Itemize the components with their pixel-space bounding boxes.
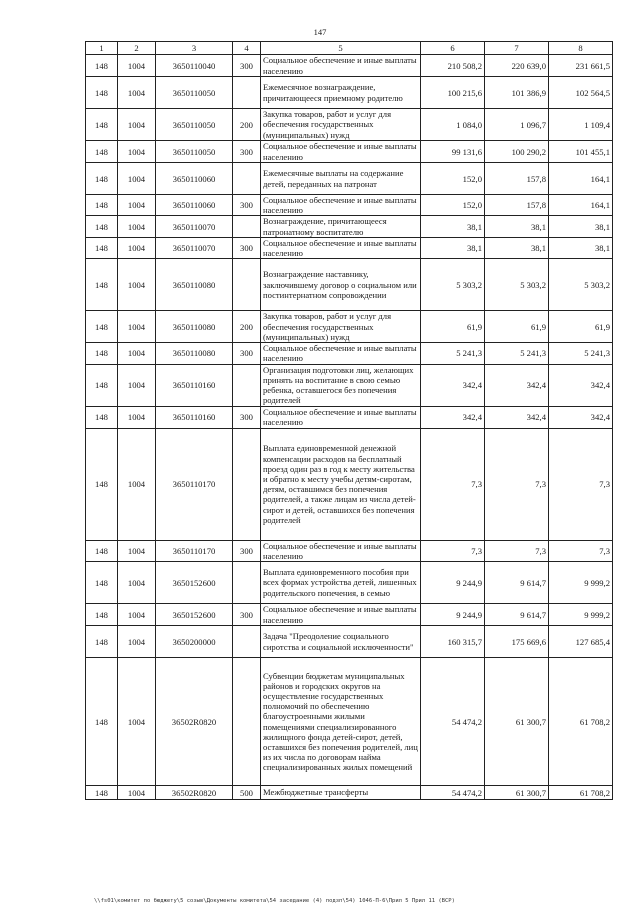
section-code-cell: 1004 (118, 216, 156, 237)
section-code-cell: 1004 (118, 77, 156, 109)
target-article-cell: 3650110070 (156, 216, 233, 237)
table-row (86, 626, 613, 658)
section-code-cell: 1004 (118, 540, 156, 561)
amount-year1-cell: 342,4 (421, 406, 485, 428)
amount-year1-cell: 342,4 (421, 364, 485, 406)
amount-year1-cell: 210 508,2 (421, 55, 485, 77)
file-path-footer: \\fs01\комитет по бюджету\5 созыв\Документы комитета\54 заседание (4) подзп\54) 1046-П-6\Прил 5 Прил 11 (ВСР) (94, 898, 455, 904)
amount-year1-cell: 152,0 (421, 195, 485, 216)
row-number-cell: 148 (86, 406, 118, 428)
amount-year2-cell: 157,8 (485, 163, 549, 195)
target-article-cell: 3650110070 (156, 237, 233, 258)
table-row (86, 55, 613, 77)
expense-type-cell: 300 (233, 237, 261, 258)
amount-year1-cell: 5 303,2 (421, 259, 485, 311)
description-cell: Субвенции бюджетам муниципальных районов и городских округов на осуществление государственных полномочий по обеспечению благоустроенными жилыми помещениями специализированного жилищного фонда детей-сирот, детей, оставшихся без попечения родителей, лиц из их числа по договорам найма специализированных жилых помещений (261, 658, 421, 786)
amount-year3-cell: 101 455,1 (549, 141, 613, 163)
amount-year2-cell: 61 300,7 (485, 658, 549, 786)
amount-year3-cell: 61 708,2 (549, 786, 613, 800)
expense-type-cell: 200 (233, 109, 261, 141)
amount-year3-cell: 9 999,2 (549, 604, 613, 626)
amount-year2-cell: 101 386,9 (485, 77, 549, 109)
row-number-cell: 148 (86, 141, 118, 163)
column-header: 8 (549, 42, 613, 55)
section-code-cell: 1004 (118, 562, 156, 604)
section-code-cell: 1004 (118, 109, 156, 141)
section-code-cell: 1004 (118, 343, 156, 364)
target-article-cell: 3650110160 (156, 364, 233, 406)
amount-year3-cell: 61 708,2 (549, 658, 613, 786)
page-number: 147 (313, 27, 327, 37)
expense-type-cell: 200 (233, 311, 261, 343)
row-number-cell: 148 (86, 428, 118, 540)
amount-year3-cell: 7,3 (549, 540, 613, 561)
description-cell: Межбюджетные трансферты (261, 786, 421, 800)
description-cell: Социальное обеспечение и иные выплаты населению (261, 406, 421, 428)
row-number-cell: 148 (86, 364, 118, 406)
amount-year3-cell: 342,4 (549, 364, 613, 406)
row-number-cell: 148 (86, 237, 118, 258)
table-row (86, 562, 613, 604)
description-cell: Социальное обеспечение и иные выплаты населению (261, 343, 421, 364)
amount-year1-cell: 38,1 (421, 216, 485, 237)
row-number-cell: 148 (86, 259, 118, 311)
section-code-cell: 1004 (118, 55, 156, 77)
description-cell: Закупка товаров, работ и услуг для обеспечения государственных (муниципальных) нужд (261, 109, 421, 141)
section-code-cell: 1004 (118, 364, 156, 406)
amount-year1-cell: 100 215,6 (421, 77, 485, 109)
expense-type-cell: 300 (233, 604, 261, 626)
target-article-cell: 3650110060 (156, 163, 233, 195)
amount-year2-cell: 38,1 (485, 237, 549, 258)
expense-type-cell (233, 364, 261, 406)
row-number-cell: 148 (86, 195, 118, 216)
description-cell: Социальное обеспечение и иные выплаты населению (261, 195, 421, 216)
target-article-cell: 3650110040 (156, 55, 233, 77)
amount-year3-cell: 231 661,5 (549, 55, 613, 77)
expense-type-cell (233, 77, 261, 109)
column-header: 4 (233, 42, 261, 55)
column-header: 3 (156, 42, 233, 55)
table-row (86, 195, 613, 216)
amount-year2-cell: 220 639,0 (485, 55, 549, 77)
column-header: 5 (261, 42, 421, 55)
target-article-cell: 3650110160 (156, 406, 233, 428)
description-cell: Вознаграждение наставнику, заключившему договор о социальном или постинтернатном сопровождении (261, 259, 421, 311)
expense-type-cell: 300 (233, 540, 261, 561)
expense-type-cell (233, 562, 261, 604)
target-article-cell: 3650200000 (156, 626, 233, 658)
amount-year1-cell: 1 084,0 (421, 109, 485, 141)
description-cell: Выплата единовременного пособия при всех формах устройства детей, лишенных родительского попечения, в семью (261, 562, 421, 604)
section-code-cell: 1004 (118, 259, 156, 311)
description-cell: Социальное обеспечение и иные выплаты населению (261, 604, 421, 626)
amount-year3-cell: 127 685,4 (549, 626, 613, 658)
table-row (86, 406, 613, 428)
column-header: 6 (421, 42, 485, 55)
description-cell: Социальное обеспечение и иные выплаты населению (261, 141, 421, 163)
target-article-cell: 36502R0820 (156, 786, 233, 800)
expense-type-cell (233, 216, 261, 237)
row-number-cell: 148 (86, 562, 118, 604)
row-number-cell: 148 (86, 163, 118, 195)
description-cell: Организация подготовки лиц, желающих принять на воспитание в свою семью ребенка, оставшегося без попечения родителей (261, 364, 421, 406)
row-number-cell: 148 (86, 216, 118, 237)
section-code-cell: 1004 (118, 786, 156, 800)
expense-type-cell: 300 (233, 55, 261, 77)
target-article-cell: 3650110050 (156, 141, 233, 163)
row-number-cell: 148 (86, 540, 118, 561)
row-number-cell: 148 (86, 55, 118, 77)
amount-year2-cell: 7,3 (485, 540, 549, 561)
section-code-cell: 1004 (118, 163, 156, 195)
amount-year1-cell: 7,3 (421, 428, 485, 540)
amount-year2-cell: 9 614,7 (485, 604, 549, 626)
description-cell: Выплата единовременной денежной компенсации расходов на бесплатный проезд один раз в год к месту жительства и обратно к месту учебы детям-сиротам, детям, оставшимся без попечения родителей, а также лицам из числа детей-сирот и детей, оставшихся без попечения родителей (261, 428, 421, 540)
amount-year3-cell: 102 564,5 (549, 77, 613, 109)
amount-year2-cell: 342,4 (485, 364, 549, 406)
row-number-cell: 148 (86, 311, 118, 343)
target-article-cell: 3650152600 (156, 562, 233, 604)
amount-year2-cell: 9 614,7 (485, 562, 549, 604)
amount-year1-cell: 38,1 (421, 237, 485, 258)
section-code-cell: 1004 (118, 604, 156, 626)
column-header: 7 (485, 42, 549, 55)
expense-type-cell (233, 626, 261, 658)
amount-year2-cell: 38,1 (485, 216, 549, 237)
target-article-cell: 3650110050 (156, 109, 233, 141)
table-row (86, 237, 613, 258)
amount-year1-cell: 9 244,9 (421, 562, 485, 604)
column-header: 1 (86, 42, 118, 55)
amount-year1-cell: 152,0 (421, 163, 485, 195)
table-row (86, 786, 613, 800)
amount-year2-cell: 5 303,2 (485, 259, 549, 311)
table-row (86, 428, 613, 540)
table-body (86, 55, 613, 800)
amount-year3-cell: 61,9 (549, 311, 613, 343)
amount-year3-cell: 5 241,3 (549, 343, 613, 364)
amount-year2-cell: 61 300,7 (485, 786, 549, 800)
amount-year1-cell: 54 474,2 (421, 658, 485, 786)
expense-type-cell (233, 658, 261, 786)
amount-year3-cell: 164,1 (549, 163, 613, 195)
amount-year3-cell: 38,1 (549, 237, 613, 258)
target-article-cell: 3650110050 (156, 77, 233, 109)
description-cell: Закупка товаров, работ и услуг для обеспечения государственных (муниципальных) нужд (261, 311, 421, 343)
amount-year2-cell: 1 096,7 (485, 109, 549, 141)
amount-year3-cell: 164,1 (549, 195, 613, 216)
amount-year1-cell: 99 131,6 (421, 141, 485, 163)
section-code-cell: 1004 (118, 311, 156, 343)
description-cell: Вознаграждение, причитающееся патронатному воспитателю (261, 216, 421, 237)
section-code-cell: 1004 (118, 658, 156, 786)
budget-table (85, 41, 613, 800)
section-code-cell: 1004 (118, 626, 156, 658)
row-number-cell: 148 (86, 343, 118, 364)
section-code-cell: 1004 (118, 428, 156, 540)
amount-year3-cell: 9 999,2 (549, 562, 613, 604)
section-code-cell: 1004 (118, 195, 156, 216)
amount-year3-cell: 342,4 (549, 406, 613, 428)
row-number-cell: 148 (86, 626, 118, 658)
amount-year1-cell: 7,3 (421, 540, 485, 561)
table-row (86, 343, 613, 364)
target-article-cell: 3650110170 (156, 428, 233, 540)
expense-type-cell: 300 (233, 141, 261, 163)
amount-year2-cell: 7,3 (485, 428, 549, 540)
section-code-cell: 1004 (118, 141, 156, 163)
description-cell: Социальное обеспечение и иные выплаты населению (261, 55, 421, 77)
target-article-cell: 3650110170 (156, 540, 233, 561)
expense-type-cell: 300 (233, 406, 261, 428)
table-row (86, 540, 613, 561)
description-cell: Социальное обеспечение и иные выплаты населению (261, 237, 421, 258)
amount-year3-cell: 5 303,2 (549, 259, 613, 311)
target-article-cell: 3650110080 (156, 259, 233, 311)
description-cell: Ежемесячные выплаты на содержание детей, переданных на патронат (261, 163, 421, 195)
expense-type-cell: 300 (233, 195, 261, 216)
section-code-cell: 1004 (118, 237, 156, 258)
amount-year1-cell: 160 315,7 (421, 626, 485, 658)
table-row (86, 658, 613, 786)
target-article-cell: 3650152600 (156, 604, 233, 626)
section-code-cell: 1004 (118, 406, 156, 428)
table-row (86, 216, 613, 237)
amount-year1-cell: 5 241,3 (421, 343, 485, 364)
amount-year3-cell: 7,3 (549, 428, 613, 540)
description-cell: Задача "Преодоление социального сиротства и социальной исключенности" (261, 626, 421, 658)
amount-year3-cell: 38,1 (549, 216, 613, 237)
table-row (86, 163, 613, 195)
row-number-cell: 148 (86, 77, 118, 109)
target-article-cell: 3650110060 (156, 195, 233, 216)
target-article-cell: 3650110080 (156, 311, 233, 343)
amount-year2-cell: 157,8 (485, 195, 549, 216)
amount-year2-cell: 175 669,6 (485, 626, 549, 658)
amount-year2-cell: 61,9 (485, 311, 549, 343)
amount-year3-cell: 1 109,4 (549, 109, 613, 141)
amount-year2-cell: 342,4 (485, 406, 549, 428)
description-cell: Социальное обеспечение и иные выплаты населению (261, 540, 421, 561)
row-number-cell: 148 (86, 604, 118, 626)
expense-type-cell: 500 (233, 786, 261, 800)
table-row (86, 77, 613, 109)
amount-year1-cell: 61,9 (421, 311, 485, 343)
amount-year2-cell: 5 241,3 (485, 343, 549, 364)
row-number-cell: 148 (86, 658, 118, 786)
table-header-row (86, 42, 613, 55)
target-article-cell: 3650110080 (156, 343, 233, 364)
table-row (86, 259, 613, 311)
column-header: 2 (118, 42, 156, 55)
amount-year1-cell: 9 244,9 (421, 604, 485, 626)
table-row (86, 109, 613, 141)
amount-year1-cell: 54 474,2 (421, 786, 485, 800)
table-row (86, 364, 613, 406)
expense-type-cell: 300 (233, 343, 261, 364)
row-number-cell: 148 (86, 109, 118, 141)
expense-type-cell (233, 163, 261, 195)
description-cell: Ежемесячное вознаграждение, причитающееся приемному родителю (261, 77, 421, 109)
target-article-cell: 36502R0820 (156, 658, 233, 786)
expense-type-cell (233, 259, 261, 311)
table-row (86, 604, 613, 626)
amount-year2-cell: 100 290,2 (485, 141, 549, 163)
expense-type-cell (233, 428, 261, 540)
table-row (86, 141, 613, 163)
table-row (86, 311, 613, 343)
row-number-cell: 148 (86, 786, 118, 800)
